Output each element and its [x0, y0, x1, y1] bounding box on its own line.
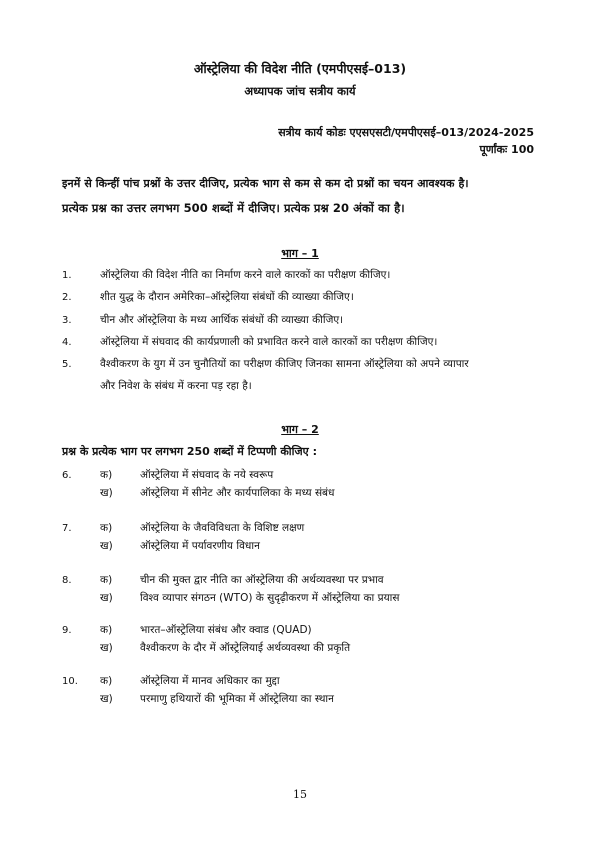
- subpart-label-a: क): [100, 522, 113, 534]
- question-text: चीन और ऑस्ट्रेलिया के मध्य आर्थिक संबंधों की व्याख्या कीजिए।: [100, 314, 344, 326]
- question-number: 4.: [62, 337, 72, 348]
- question-number: 7.: [62, 523, 72, 534]
- part2-instruction: प्रश्न के प्रत्येक भाग पर लगभग 250 शब्दों में टिप्पणी कीजिए :: [62, 445, 317, 458]
- document-subtitle: अध्यापक जांच सत्रीय कार्य: [244, 84, 356, 98]
- page-number: 15: [293, 788, 307, 801]
- question-number: 5.: [62, 359, 72, 370]
- question-text-continued: और निवेश के संबंध में करना पड़ रहा है।: [100, 380, 252, 392]
- subpart-label-a: क): [100, 574, 113, 586]
- subpart-text-a: ऑस्ट्रेलिया में संघवाद के नये स्वरूप: [140, 469, 274, 481]
- subpart-text-b: ऑस्ट्रेलिया में पर्यावरणीय विधान: [140, 540, 260, 552]
- subpart-text-a: ऑस्ट्रेलिया में मानव अधिकार का मुद्दा: [140, 675, 280, 687]
- subpart-text-a: भारत–ऑस्ट्रेलिया संबंध और क्वाड (QUAD): [140, 624, 312, 636]
- subpart-label-b: ख): [100, 693, 113, 705]
- subpart-label-a: क): [100, 624, 113, 636]
- subpart-text-a: ऑस्ट्रेलिया के जैवविविधता के विशिष्ट लक्षण: [140, 522, 305, 534]
- subpart-text-b: वैश्वीकरण के दौर में ऑस्ट्रेलियाई अर्थव्यवस्था की प्रकृति: [140, 642, 351, 654]
- question-number: 9.: [62, 625, 72, 636]
- subpart-text-a: चीन की मुक्त द्वार नीति का ऑस्ट्रेलिया की अर्थव्यवस्था पर प्रभाव: [140, 574, 384, 586]
- part1-heading: भाग – 1: [281, 247, 319, 260]
- subpart-text-b: परमाणु हथियारों की भूमिका में ऑस्ट्रेलिया का स्थान: [140, 693, 334, 705]
- question-text: वैश्वीकरण के युग में उन चुनौतियों का परीक्षण कीजिए जिनका सामना ऑस्ट्रेलिया को अपने व्यापार: [100, 358, 469, 370]
- subpart-label-a: क): [100, 675, 113, 687]
- assignment-code: सत्रीय कार्य कोडः एएसएसटी/एमपीएसई–013/2024-2025: [278, 126, 534, 139]
- question-number: 2.: [62, 292, 72, 303]
- question-number: 10.: [62, 676, 78, 687]
- question-number: 3.: [62, 315, 72, 326]
- subpart-text-b: ऑस्ट्रेलिया में सीनेट और कार्यपालिका के मध्य संबंध: [140, 487, 335, 499]
- subpart-label-b: ख): [100, 540, 113, 552]
- question-number: 8.: [62, 575, 72, 586]
- subpart-label-b: ख): [100, 592, 113, 604]
- subpart-label-b: ख): [100, 487, 113, 499]
- part2-heading: भाग – 2: [281, 423, 319, 436]
- question-text: शीत युद्ध के दौरान अमेरिका–ऑस्ट्रेलिया संबंधों की व्याख्या कीजिए।: [100, 291, 354, 303]
- subpart-text-b: विश्व व्यापार संगठन (WTO) के सुदृढ़ीकरण में ऑस्ट्रेलिया का प्रयास: [140, 592, 400, 604]
- instruction-line-1: इनमें से किन्हीं पांच प्रश्नों के उत्तर दीजिए, प्रत्येक भाग से कम से कम दो प्रश्नों का चयन आवश्यक है।: [62, 177, 469, 190]
- question-number: 6.: [62, 470, 72, 481]
- question-text: ऑस्ट्रेलिया में संघवाद की कार्यप्रणाली को प्रभावित करने वाले कारकों का परीक्षण कीजिए।: [100, 336, 438, 348]
- subpart-label-b: ख): [100, 642, 113, 654]
- max-marks: पूर्णांकः 100: [479, 143, 534, 156]
- document-title: ऑस्ट्रेलिया की विदेश नीति (एमपीएसई–013): [193, 61, 407, 76]
- question-text: ऑस्ट्रेलिया की विदेश नीति का निर्माण करने वाले कारकों का परीक्षण कीजिए।: [100, 269, 391, 281]
- instruction-line-2: प्रत्येक प्रश्न का उत्तर लगभग 500 शब्दों में दीजिए। प्रत्येक प्रश्न 20 अंकों का है।: [62, 201, 405, 215]
- subpart-label-a: क): [100, 469, 113, 481]
- question-number: 1.: [62, 270, 72, 281]
